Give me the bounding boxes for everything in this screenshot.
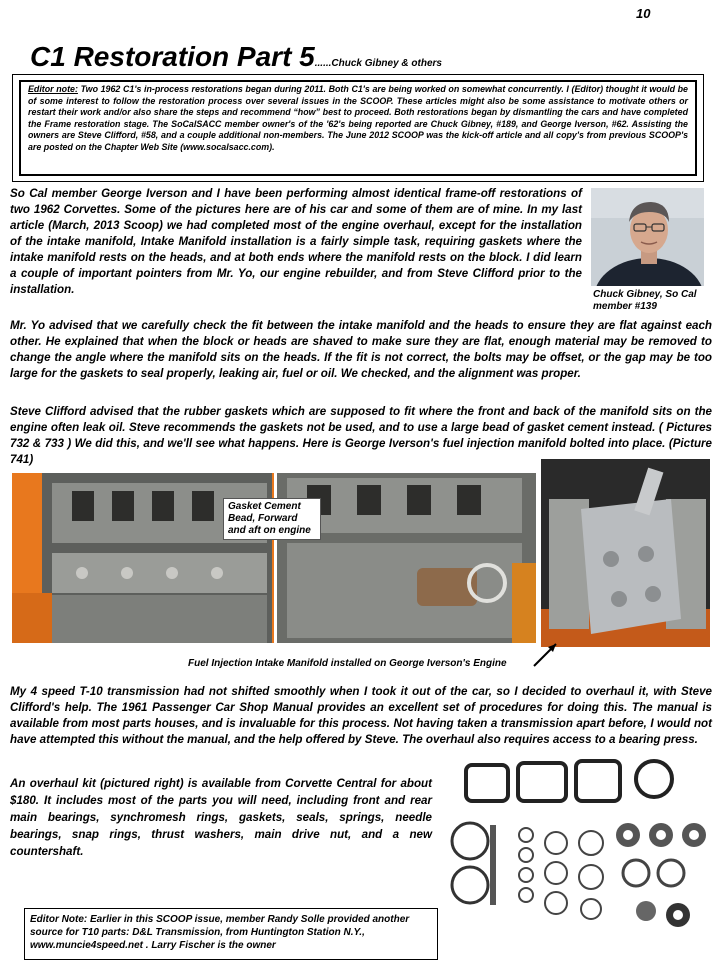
editor-note-2: Editor Note: Earlier in this SCOOP issue, member Randy Solle provided another source for T10 parts: D&L Transmission, from Huntington Station N.Y., www.muncie4speed.net . Larry Fischer is the owner — [24, 908, 438, 960]
article-title: C1 Restoration Part 5 — [30, 41, 315, 72]
portrait-caption: Chuck Gibney, So Cal member #139 — [593, 289, 697, 312]
editor-note-label: Editor note: — [28, 84, 78, 94]
byline: ......Chuck Gibney & others — [314, 58, 442, 69]
editor-note-inner — [19, 80, 697, 176]
paragraph-gasket-advice: Steve Clifford advised that the rubber gaskets which are supposed to fit where the front and back of the manifold sits on the engine often leak oil. Steve recommends the gaskets not be used, and to use a large bead of gasket cement instead. ( Pictures 732 & 733 ) We did this, and we'll see what happens. Here is George Iverson's fuel injection manifold bolted into place. (Picture 741) — [10, 405, 712, 466]
paragraph-intro: So Cal member George Iverson and I have been performing almost identical frame-off restorations of two 1962 Corvettes. Some of the pictures here are of his car and some of them are of mine. In my last article (March, 2013 Scoop) we had completed most of the engine overhaul, except for the installation of the intake manifold, Intake Manifold installation is a fairly simple task, requiring gaskets where the intake manifold rests on the heads, and at both ends where the manifold rests on the block. I did learn a couple of important pointers from Mr. Yo, our engine rebuilder, and from Steve Clifford prior to the installation. — [10, 187, 582, 296]
manifold-caption: Fuel Injection Intake Manifold installed on George Iverson's Engine — [188, 658, 507, 669]
paragraph-overhaul-kit: An overhaul kit (pictured right) is available from Corvette Central for about $180. It includes most of the parts you will need, including front and rear main bearings, synchromesh rings, gaskets, seals, springs, needle bearings, snap rings, thrust washers, main drive nut, and a new countershaft. — [10, 777, 432, 858]
caption-pointer-arrow — [520, 640, 560, 670]
page-number: 10 — [636, 6, 651, 21]
article-title-line — [30, 41, 442, 73]
author-portrait-photo — [591, 188, 704, 286]
gasket-callout: Gasket Cement Bead, Forward and aft on engine — [223, 498, 321, 540]
paragraph-mr-yo-advice: Mr. Yo advised that we carefully check the fit between the intake manifold and the heads to ensure they are flat against each other. He explained that when the block or heads are shaved to make sure they are flat, enough material may be removed to change the angle where the manifold sits on the heads. If the fit is not correct, the bolts may be offset, or the gap may be too large for the gaskets to seal properly, leaking air, fuel or oil. We checked, and the alignment was proper. — [10, 319, 712, 380]
overhaul-kit-photo — [446, 755, 711, 935]
fuel-injection-manifold-photo-741 — [541, 459, 710, 647]
editor-note-text: Two 1962 C1's in-process restorations began during 2011. Both C1's are being worked on somewhat concurrently. I (Editor) thought it would be of some interest to follow the restoration process over several issues in the SCOOP. These articles might also be some assistance to motivate others or restart their work and/or also share the steps and recommend “how” best to proceed. Both restorations began by dismantling the cars and have completed the Frame restoration stage. The SoCalSACC member owner's of the '62's being reported are Chuck Gibney, #189, and George Iverson, #62. Assisting the owners are Steve Clifford, #58, and a couple additional non-members. The June 2012 SCOOP was the kick-off article and all copy's from previous SCOOP's are posted on the Chapter Web Site (www.socalsacc.com). — [28, 84, 688, 152]
paragraph-transmission: My 4 speed T-10 transmission had not shifted smoothly when I took it out of the car, so I decided to overhaul it, with Steve Clifford's help. The 1961 Passenger Car Shop Manual provides an excellent set of procedures for doing this. The manual is available from most parts houses, and is invaluable for this process. Not having taken a transmission apart before, I would not have attempted this without the manual, and the help offered by Steve. The overhaul also requires access to a bearing press. — [10, 685, 712, 746]
editor-note-box — [12, 74, 704, 182]
